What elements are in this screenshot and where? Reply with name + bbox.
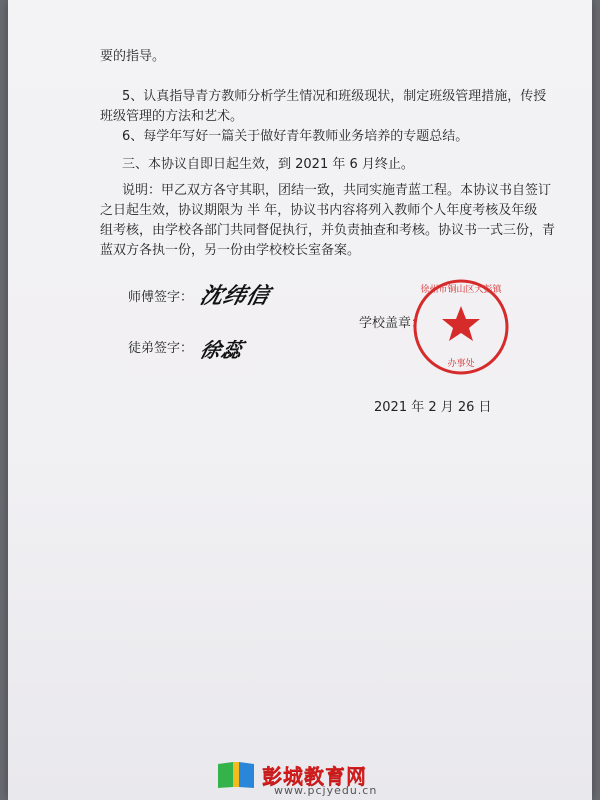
doc-line-3: 班级管理的方法和艺术。 [100, 109, 244, 124]
school-seal-label: 学校盖章： [359, 316, 425, 331]
doc-line-6: 说明：甲乙双方各守其职，团结一致，共同实施青蓝工程。本协议书自签订 [122, 183, 552, 198]
svg-text:徐州市铜山区大彭镇: 徐州市铜山区大彭镇 [420, 285, 502, 295]
doc-line-8: 组考核，由学校各部门共同督促执行，并负责抽查和考核。协议书一式三份，青 [100, 223, 556, 238]
official-seal-icon [408, 274, 514, 380]
mentor-handwritten-signature: 沈纬信 [197, 283, 273, 309]
signature-date: 2021 年 2 月 26 日 [374, 400, 492, 415]
apprentice-signature-label: 徒弟签字： [128, 341, 194, 356]
doc-line-5: 三、本协议自即日起生效，到 2021 年 6 月终止。 [122, 157, 414, 172]
doc-line-9: 蓝双方各执一份，另一份由学校校长室备案。 [100, 243, 361, 258]
mentor-signature-label: 师傅签字： [128, 290, 194, 305]
doc-line-4: 6、每学年写好一篇关于做好青年教师业务培养的专题总结。 [122, 129, 469, 144]
apprentice-handwritten-signature: 徐蕊 [197, 338, 246, 362]
doc-line-2: 5、认真指导青方教师分析学生情况和班级现状，制定班级管理措施，传授 [122, 89, 547, 104]
book-logo-icon [215, 760, 257, 790]
doc-line-1: 要的指导。 [100, 49, 166, 64]
watermark-url: www.pcjyedu.cn [274, 784, 378, 797]
website-watermark [215, 760, 395, 798]
svg-text:办事处: 办事处 [447, 359, 475, 369]
document-page [8, 0, 592, 800]
watermark-brand: 彭城教育网 [262, 764, 367, 788]
doc-line-7: 之日起生效，协议期限为 半 年，协议书内容将列入教师个人年度考核及年级 [100, 203, 538, 218]
